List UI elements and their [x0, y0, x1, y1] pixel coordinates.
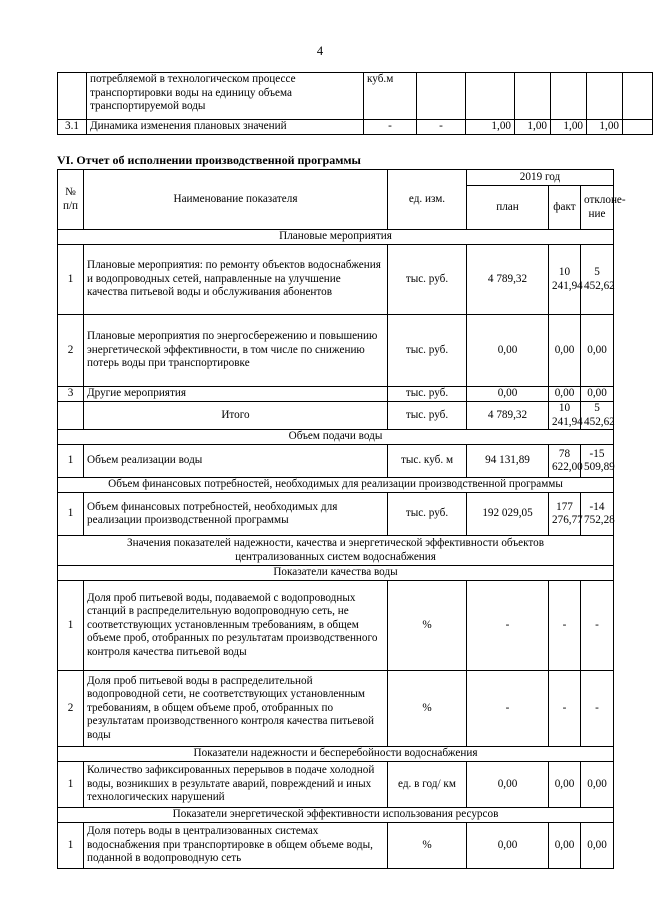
- table-row: [58, 671, 614, 747]
- plan-cell: -: [467, 581, 549, 671]
- indicator-name: Доля проб питьевой воды, подаваемой с водопроводных станций в распределительную водопроводную сеть, не соответствующих установленным требованиям, в общем объеме проб, отобранных по результатам производственного контроля качества питьевой воды: [84, 581, 388, 671]
- deviation-cell: 0,00: [581, 315, 614, 387]
- indicator-name: Объем реализации воды: [84, 445, 388, 478]
- table-row: [58, 120, 653, 135]
- deviation-cell: 0,00: [581, 762, 614, 808]
- value-cell: 1,00: [466, 120, 515, 135]
- table-row: [58, 493, 614, 536]
- row-number: 1: [58, 445, 84, 478]
- row-number: 2: [58, 315, 84, 387]
- value-cell: -: [364, 120, 417, 135]
- row-number: 1: [58, 493, 84, 536]
- value-cell: -: [417, 120, 466, 135]
- section-energy: Показатели энергетической эффективности использования ресурсов: [58, 808, 614, 823]
- indicator-name: Доля проб питьевой воды в распределительной водопроводной сети, не соответствующих установленным требованиям, в общем объеме проб, отобранных по результатам производственного контроля качества питьевой воды: [84, 671, 388, 747]
- row-number: [58, 402, 84, 430]
- table-row: [58, 823, 614, 869]
- continued-table: [57, 72, 653, 135]
- section-header-row: [58, 230, 614, 245]
- row-number: 1: [58, 762, 84, 808]
- indicator-name: Плановые мероприятия: по ремонту объектов водоснабжения и водопроводных сетей, направленные на улучшение качества питьевой воды и обслуживания абонентов: [84, 245, 388, 315]
- plan-cell: 4 789,32: [467, 245, 549, 315]
- fact-cell: 177 276,77: [549, 493, 581, 536]
- header-year: 2019 год: [467, 170, 614, 186]
- plan-cell: 94 131,89: [467, 445, 549, 478]
- header-plan: план: [467, 186, 549, 230]
- deviation-cell: 5 452,62: [581, 245, 614, 315]
- table-row: [58, 445, 614, 478]
- header-unit: ед. изм.: [388, 170, 467, 230]
- unit-cell: тыс. руб.: [388, 387, 467, 402]
- plan-cell: -: [467, 671, 549, 747]
- fact-cell: -: [549, 671, 581, 747]
- total-label: Итого: [84, 402, 388, 430]
- fact-cell: 0,00: [549, 315, 581, 387]
- unit-cell: %: [388, 671, 467, 747]
- section-supply: Объем подачи воды: [58, 430, 614, 445]
- unit-cell: тыс. руб.: [388, 402, 467, 430]
- row-number: 1: [58, 823, 84, 869]
- row-number: 3.1: [58, 120, 87, 135]
- table-row: [58, 245, 614, 315]
- deviation-cell: -: [581, 671, 614, 747]
- section-reliability-title: Значения показателей надежности, качества и энергетической эффективности объектов централизованных систем водоснабжения: [58, 536, 614, 566]
- header-deviation: отклоне- ние: [581, 186, 614, 230]
- header-number: № п/п: [58, 170, 84, 230]
- deviation-cell: 5 452,62: [581, 402, 614, 430]
- section-planned: Плановые мероприятия: [58, 230, 614, 245]
- continued-row: [58, 73, 653, 120]
- fact-cell: 10 241,94: [549, 402, 581, 430]
- unit-cell: тыс. руб.: [388, 245, 467, 315]
- row-number: 2: [58, 671, 84, 747]
- section-header-row: [58, 808, 614, 823]
- fact-cell: 78 622,00: [549, 445, 581, 478]
- indicator-name: Объем финансовых потребностей, необходимых для реализации производственной программы: [84, 493, 388, 536]
- plan-cell: 0,00: [467, 762, 549, 808]
- page-number: 4: [316, 44, 324, 58]
- value-cell: 1,00: [551, 120, 587, 135]
- production-program-report-table: [57, 169, 626, 869]
- table-row: [58, 387, 614, 402]
- value-cell: 1,00: [515, 120, 551, 135]
- section-header-row: [58, 566, 614, 581]
- indicator-name: Количество зафиксированных перерывов в подаче холодной воды, возникших в результате аварий, повреждений и иных технологических нарушений: [84, 762, 388, 808]
- table-header-row: [58, 170, 614, 186]
- section-header-row: [58, 478, 614, 493]
- plan-cell: 0,00: [467, 387, 549, 402]
- fact-cell: 0,00: [549, 387, 581, 402]
- section-header-row: [58, 747, 614, 762]
- section-header-row: [58, 430, 614, 445]
- row-number: 1: [58, 245, 84, 315]
- table-row: [58, 762, 614, 808]
- section-reliability: Показатели надежности и бесперебойности водоснабжения: [58, 747, 614, 762]
- plan-cell: 0,00: [467, 823, 549, 869]
- unit-cell: тыс. руб.: [388, 493, 467, 536]
- plan-cell: 4 789,32: [467, 402, 549, 430]
- fact-cell: 10 241,94: [549, 245, 581, 315]
- deviation-cell: -: [581, 581, 614, 671]
- header-indicator-name: Наименование показателя: [84, 170, 388, 230]
- fact-cell: 0,00: [549, 823, 581, 869]
- unit-cell: %: [388, 823, 467, 869]
- indicator-name: Другие мероприятия: [84, 387, 388, 402]
- deviation-cell: 0,00: [581, 823, 614, 869]
- section-title: VI. Отчет об исполнении производственной программы: [57, 153, 361, 167]
- deviation-cell: -14 752,28: [581, 493, 614, 536]
- section-header-row: [58, 536, 614, 566]
- plan-cell: 192 029,05: [467, 493, 549, 536]
- plan-cell: 0,00: [467, 315, 549, 387]
- unit-cell: тыс. куб. м: [388, 445, 467, 478]
- section-finance: Объем финансовых потребностей, необходимых для реализации производственной программы: [58, 478, 614, 493]
- table-row: [58, 315, 614, 387]
- unit-cell: тыс. руб.: [388, 315, 467, 387]
- section-quality: Показатели качества воды: [58, 566, 614, 581]
- indicator-name: Динамика изменения плановых значений: [87, 120, 364, 135]
- deviation-cell: 0,00: [581, 387, 614, 402]
- unit-cell: куб.м: [364, 73, 417, 120]
- unit-cell: %: [388, 581, 467, 671]
- header-fact: факт: [549, 186, 581, 230]
- row-number: 1: [58, 581, 84, 671]
- fact-cell: -: [549, 581, 581, 671]
- indicator-name: Доля потерь воды в централизованных системах водоснабжения при транспортировке в общем объеме воды, поданной в водопроводную сеть: [84, 823, 388, 869]
- indicator-name-continued: потребляемой в технологическом процессе транспортировки воды на единицу объема транспортируемой воды: [87, 73, 364, 120]
- value-cell: 1,00: [587, 120, 623, 135]
- deviation-cell: -15 509,89: [581, 445, 614, 478]
- table-row: [58, 581, 614, 671]
- total-row: [58, 402, 614, 430]
- unit-cell: ед. в год/ км: [388, 762, 467, 808]
- indicator-name: Плановые мероприятия по энергосбережению и повышению энергетической эффективности, в том числе по снижению потерь воды при транспортировке: [84, 315, 388, 387]
- row-number: 3: [58, 387, 84, 402]
- fact-cell: 0,00: [549, 762, 581, 808]
